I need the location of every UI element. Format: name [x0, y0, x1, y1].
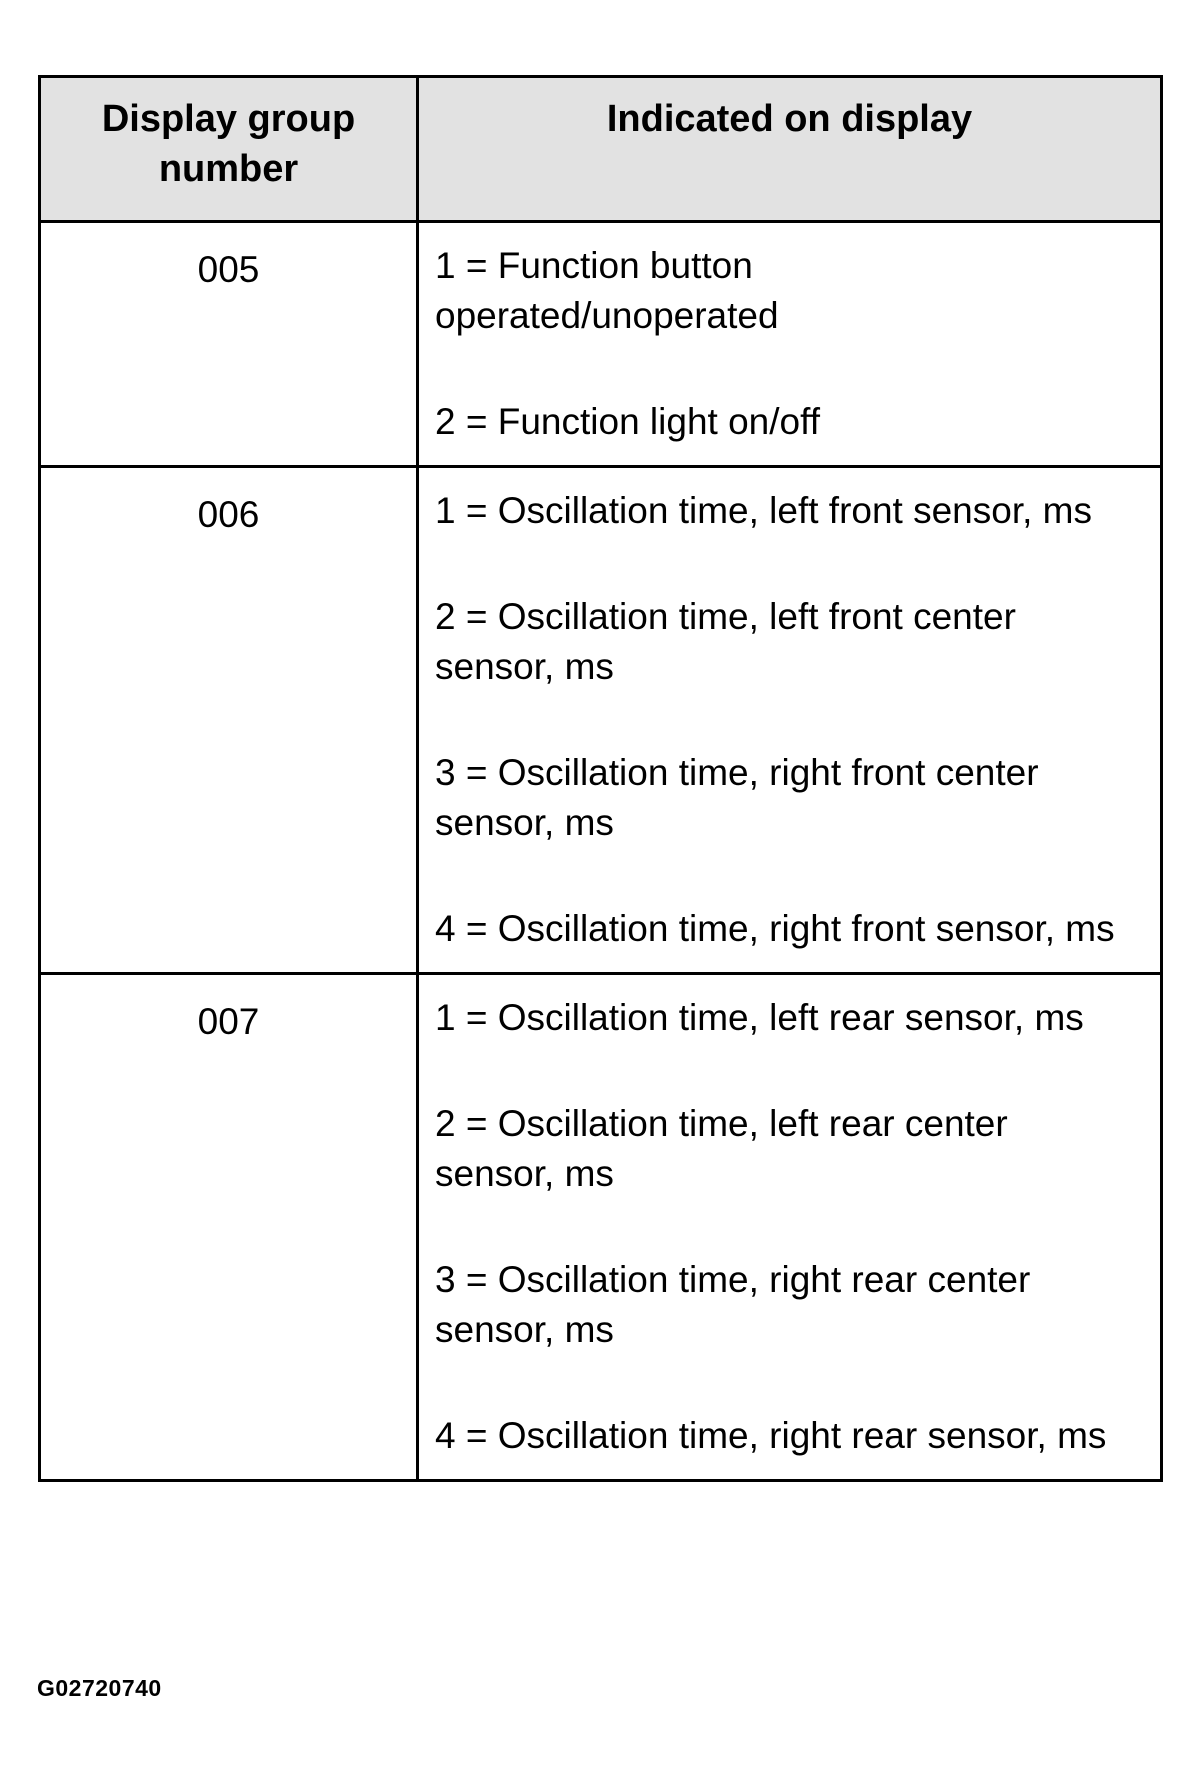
figure-code: G02720740: [37, 1675, 162, 1701]
header-indicated-on-display: Indicated on display: [418, 77, 1162, 222]
header-display-group-number: Display group number: [40, 77, 418, 222]
indication-cell: [418, 222, 1162, 467]
table-row: [40, 974, 1162, 1481]
table-header-row: [40, 77, 1162, 222]
display-group-table: [38, 75, 1163, 1482]
indication-entry: 2 = Function light on/off: [435, 401, 820, 442]
group-number-cell: 005: [40, 222, 418, 467]
indication-entry: 2 = Oscillation time, left rear center sensor, ms: [435, 1103, 1008, 1194]
table-row: [40, 222, 1162, 467]
indication-entry: 1 = Oscillation time, left rear sensor, ms: [435, 997, 1084, 1038]
indication-entry: 3 = Oscillation time, right rear center sensor, ms: [435, 1259, 1031, 1350]
group-number-cell: 007: [40, 974, 418, 1481]
indication-entry: 1 = Oscillation time, left front sensor, ms: [435, 490, 1093, 531]
indication-entry: 2 = Oscillation time, left front center sensor, ms: [435, 596, 1016, 687]
indication-entry: 3 = Oscillation time, right front center sensor, ms: [435, 752, 1039, 843]
group-number-cell: 006: [40, 467, 418, 974]
indication-cell: [418, 467, 1162, 974]
indication-entry: 1 = Function button operated/unoperated: [435, 245, 779, 336]
indication-entry: 4 = Oscillation time, right rear sensor, ms: [435, 1415, 1107, 1456]
indication-entry: 4 = Oscillation time, right front sensor, ms: [435, 908, 1115, 949]
table-row: [40, 467, 1162, 974]
indication-cell: [418, 974, 1162, 1481]
